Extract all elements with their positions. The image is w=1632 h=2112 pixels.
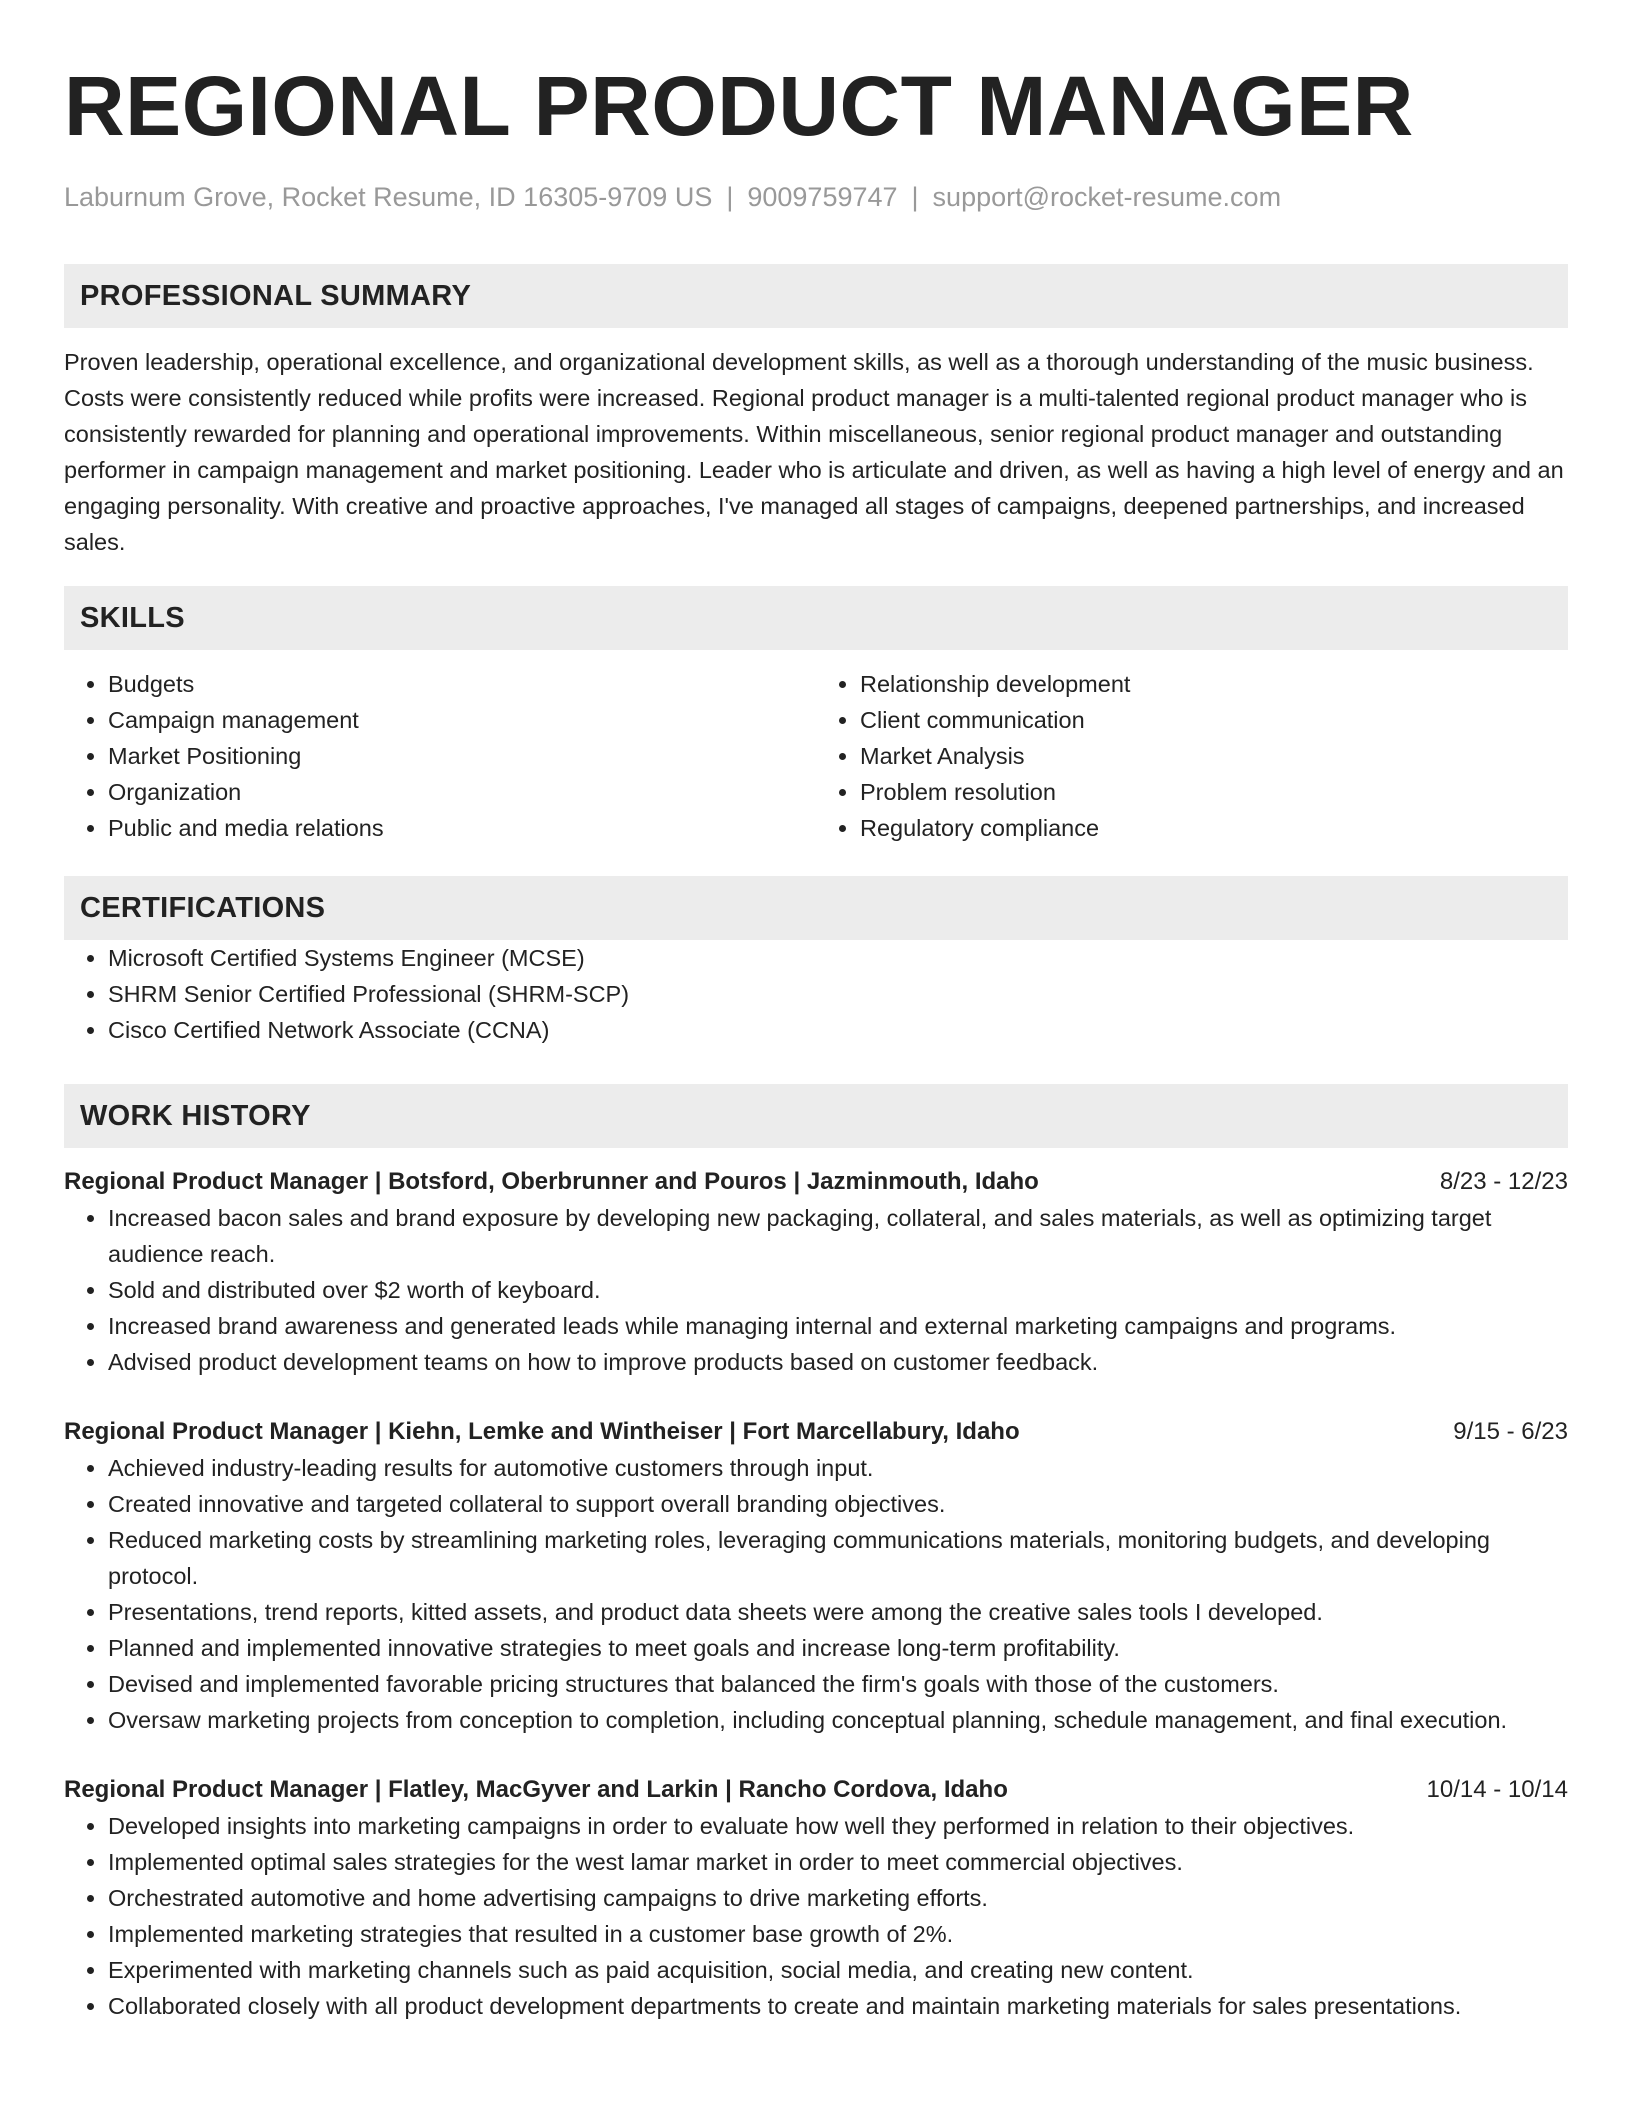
skill-item: • Client communication [860, 702, 1568, 738]
job-bullet: • Sold and distributed over $2 worth of keyboard. [108, 1272, 1568, 1308]
job-bullet: • Devised and implemented favorable pricing structures that balanced the firm's goals with those of the customers. [108, 1666, 1568, 1702]
skill-item: • Relationship development [860, 666, 1568, 702]
job-bullet: • Implemented marketing strategies that resulted in a customer base growth of 2%. [108, 1916, 1568, 1952]
skill-item: • Market Positioning [108, 738, 816, 774]
skills-column-left [64, 666, 816, 846]
job-dates: 8/23 - 12/23 [1439, 1168, 1568, 1195]
skill-item: • Market Analysis [860, 738, 1568, 774]
certifications-section-header: CERTIFICATIONS [64, 876, 1568, 940]
job-bullet: • Reduced marketing costs by streamlining marketing roles, leveraging communications materials, monitoring budgets, and developing protocol. [108, 1522, 1568, 1594]
job-dates: 9/15 - 6/23 [1453, 1418, 1568, 1445]
summary-text: Proven leadership, operational excellence, and organizational development skills, as well as a thorough understanding of the music business. Costs were consistently reduced while profits were increased. Regional product manager is a multi-talented regional product manager who is consistently rewarded for planning and operational improvements. Within miscellaneous, senior regional product manager and outstanding performer in campaign management and market positioning. Leader who is articulate and driven, as well as having a high level of energy and an engaging personality. With creative and proactive approaches, I've managed all stages of campaigns, deepened partnerships, and increased sales. [64, 349, 1564, 555]
contact-email: support@rocket-resume.com [932, 182, 1282, 212]
skills-list-right [816, 666, 1568, 846]
job-title: Regional Product Manager | Flatley, MacGyver and Larkin | Rancho Cordova, Idaho [64, 1776, 1008, 1803]
job-bullet: • Oversaw marketing projects from conception to completion, including conceptual planning, schedule management, and final execution. [108, 1702, 1568, 1738]
skills-grid [64, 666, 1568, 846]
skill-item: • Organization [108, 774, 816, 810]
job-bullet: • Implemented optimal sales strategies for the west lamar market in order to meet commercial objectives. [108, 1844, 1568, 1880]
job-bullet: • Increased brand awareness and generated leads while managing internal and external marketing campaigns and programs. [108, 1308, 1568, 1344]
job-header [64, 1772, 1568, 1808]
resume-name: REGIONAL PRODUCT MANAGER [64, 59, 1414, 153]
skill-item: • Problem resolution [860, 774, 1568, 810]
job-header [64, 1414, 1568, 1450]
job-bullet-list [64, 1808, 1568, 2024]
job-bullet: • Orchestrated automotive and home advertising campaigns to drive marketing efforts. [108, 1880, 1568, 1916]
contact-line [64, 180, 1568, 214]
work-history-section-header: WORK HISTORY [64, 1084, 1568, 1148]
contact-separator: | [911, 182, 919, 212]
job-header [64, 1164, 1568, 1200]
skills-column-right [816, 666, 1568, 846]
certifications-list [64, 940, 1568, 1048]
skill-item: • Public and media relations [108, 810, 816, 846]
skills-list-left [64, 666, 816, 846]
job-bullet: • Created innovative and targeted collateral to support overall branding objectives. [108, 1486, 1568, 1522]
job-bullet: • Developed insights into marketing campaigns in order to evaluate how well they performed in relation to their objectives. [108, 1808, 1568, 1844]
certification-item: • SHRM Senior Certified Professional (SHRM-SCP) [108, 976, 1568, 1012]
job-bullet: • Planned and implemented innovative strategies to meet goals and increase long-term profitability. [108, 1630, 1568, 1666]
job-bullet: • Presentations, trend reports, kitted assets, and product data sheets were among the creative sales tools I developed. [108, 1594, 1568, 1630]
skills-section-header: SKILLS [64, 586, 1568, 650]
job-entry [64, 1164, 1568, 1380]
job-bullet: • Experimented with marketing channels such as paid acquisition, social media, and creating new content. [108, 1952, 1568, 1988]
job-bullet: • Achieved industry-leading results for automotive customers through input. [108, 1450, 1568, 1486]
skill-item: • Regulatory compliance [860, 810, 1568, 846]
job-bullet: • Increased bacon sales and brand exposure by developing new packaging, collateral, and sales materials, as well as optimizing target audience reach. [108, 1200, 1568, 1272]
job-bullet: • Collaborated closely with all product development departments to create and maintain marketing materials for sales presentations. [108, 1988, 1568, 2024]
job-title: Regional Product Manager | Kiehn, Lemke and Wintheiser | Fort Marcellabury, Idaho [64, 1418, 1020, 1445]
job-bullet: • Advised product development teams on how to improve products based on customer feedback. [108, 1344, 1568, 1380]
skill-item: • Campaign management [108, 702, 816, 738]
summary-section-header: PROFESSIONAL SUMMARY [64, 264, 1568, 328]
job-entry [64, 1414, 1568, 1738]
job-bullet-list [64, 1450, 1568, 1738]
contact-phone: 9009759747 [747, 182, 898, 212]
skill-item: • Budgets [108, 666, 816, 702]
job-title: Regional Product Manager | Botsford, Oberbrunner and Pouros | Jazminmouth, Idaho [64, 1168, 1039, 1195]
contact-separator: | [726, 182, 734, 212]
job-dates: 10/14 - 10/14 [1426, 1776, 1568, 1803]
contact-address: Laburnum Grove, Rocket Resume, ID 16305-9709 US [64, 182, 713, 212]
job-bullet-list [64, 1200, 1568, 1380]
certification-item: • Microsoft Certified Systems Engineer (MCSE) [108, 940, 1568, 976]
job-entry [64, 1772, 1568, 2024]
certification-item: • Cisco Certified Network Associate (CCNA) [108, 1012, 1568, 1048]
